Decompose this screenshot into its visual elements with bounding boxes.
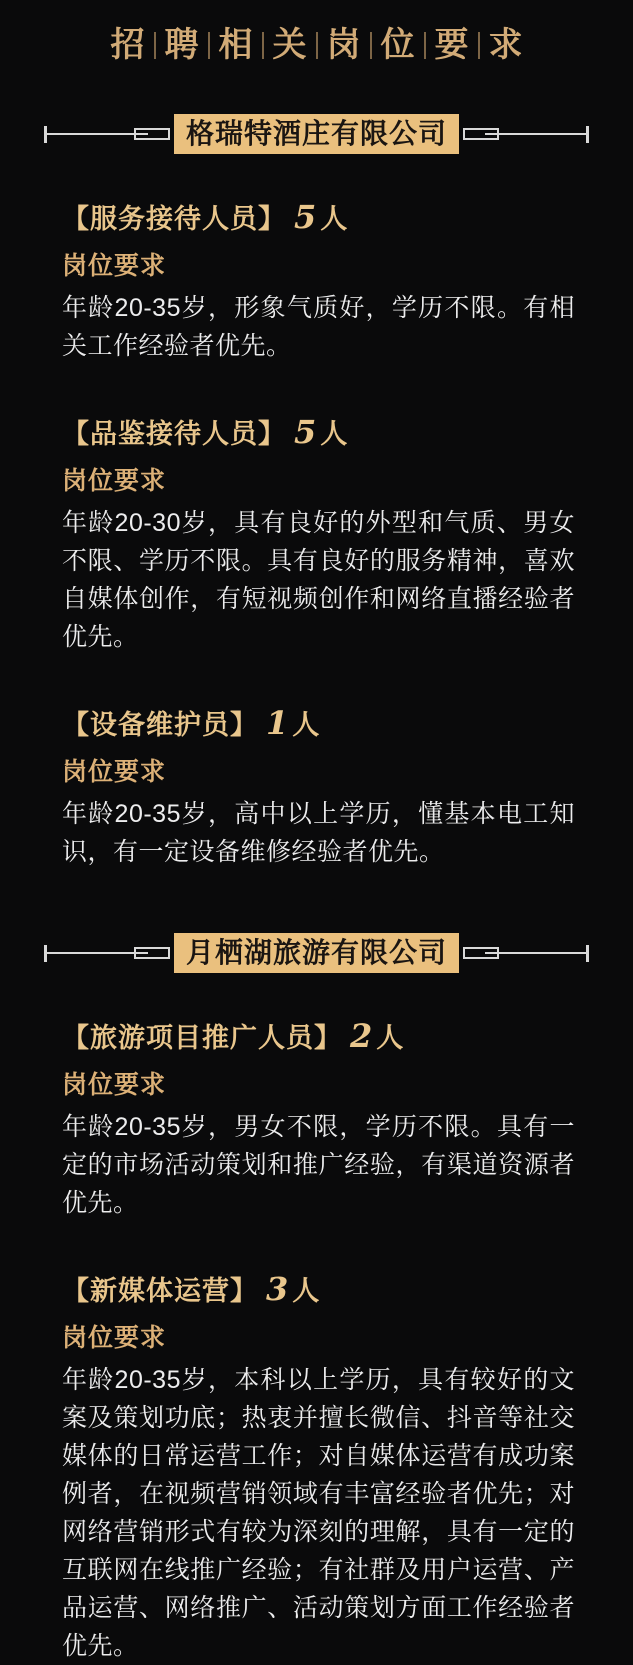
title-separator xyxy=(478,32,480,59)
job-listing xyxy=(62,704,575,871)
job-listing xyxy=(62,1017,575,1222)
line-endcap-icon xyxy=(586,945,589,962)
job-listing xyxy=(62,198,575,365)
company-jobs xyxy=(0,198,633,871)
decorative-line xyxy=(503,952,586,954)
job-headcount-unit: 人 xyxy=(320,204,349,234)
job-headcount: 5 xyxy=(294,413,318,451)
requirements-label: 岗位要求 xyxy=(62,1071,167,1099)
job-headcount-unit: 人 xyxy=(320,419,349,449)
job-title xyxy=(62,413,571,453)
job-headcount: 1 xyxy=(266,704,290,742)
page-title xyxy=(0,0,633,66)
title-separator xyxy=(262,32,264,59)
job-headcount: 5 xyxy=(294,198,318,236)
job-headcount-unit: 人 xyxy=(292,1276,321,1306)
title-separator xyxy=(424,32,426,59)
title-separator xyxy=(370,32,372,59)
company-banner-row xyxy=(44,933,589,973)
company-name: 格瑞特酒庄有限公司 xyxy=(186,118,448,149)
decorative-line xyxy=(503,133,586,135)
job-headcount: 3 xyxy=(266,1270,290,1308)
title-separator xyxy=(316,32,318,59)
requirements-text: 年龄20-30岁，具有良好的外型和气质、男女不限、学历不限。具有良好的服务精神，喜欢自媒体创作，有短视频创作和网络直播经验者优先。 xyxy=(62,509,575,651)
job-headcount: 2 xyxy=(350,1017,374,1055)
requirements-label: 岗位要求 xyxy=(62,1324,167,1352)
title-char: 关 xyxy=(272,26,307,64)
decorative-line xyxy=(47,952,130,954)
job-title xyxy=(62,1270,571,1310)
title-char: 聘 xyxy=(164,26,199,64)
title-char: 岗 xyxy=(326,26,361,64)
requirements-text: 年龄20-35岁，高中以上学历，懂基本电工知识，有一定设备维修经验者优先。 xyxy=(62,800,575,866)
company-name: 月栖湖旅游有限公司 xyxy=(186,937,448,968)
job-title-text: 【设备维护员】 xyxy=(62,710,258,740)
job-title-text: 【品鉴接待人员】 xyxy=(62,419,286,449)
decorative-line xyxy=(47,133,130,135)
requirements-label: 岗位要求 xyxy=(62,758,167,786)
job-title xyxy=(62,704,571,744)
line-connector-icon xyxy=(463,947,499,959)
requirements-label: 岗位要求 xyxy=(62,252,167,280)
company-section-tourism xyxy=(0,933,633,1665)
job-headcount-unit: 人 xyxy=(376,1023,405,1053)
title-char: 求 xyxy=(488,26,523,64)
requirements-text: 年龄20-35岁，男女不限，学历不限。具有一定的市场活动策划和推广经验，有渠道资源者优先。 xyxy=(62,1113,575,1217)
job-listing xyxy=(62,1270,575,1665)
job-headcount-unit: 人 xyxy=(292,710,321,740)
title-char: 招 xyxy=(110,26,145,64)
requirements-text: 年龄20-35岁，形象气质好，学历不限。有相关工作经验者优先。 xyxy=(62,294,575,360)
line-connector-icon xyxy=(134,128,170,140)
line-connector-icon xyxy=(463,128,499,140)
title-separator xyxy=(208,32,210,59)
company-banner-row xyxy=(44,114,589,154)
job-title xyxy=(62,1017,571,1057)
requirements-text: 年龄20-35岁，本科以上学历，具有较好的文案及策划功底；热衷并擅长微信、抖音等社交媒体的日常运营工作；对自媒体运营有成功案例者，在视频营销领域有丰富经验者优先；对网络营销形式有较为深刻的理解，具有一定的互联网在线推广经验；有社群及用户运营、产品运营、网络推广、活动策划方面工作经验者优先。 xyxy=(62,1366,575,1660)
company-jobs xyxy=(0,1017,633,1665)
company-name-banner xyxy=(174,933,459,973)
line-connector-icon xyxy=(134,947,170,959)
title-char: 要 xyxy=(434,26,469,64)
company-section-winery xyxy=(0,114,633,871)
requirements-label: 岗位要求 xyxy=(62,467,167,495)
job-title xyxy=(62,198,571,238)
job-title-text: 【旅游项目推广人员】 xyxy=(62,1023,342,1053)
job-title-text: 【新媒体运营】 xyxy=(62,1276,258,1306)
title-char: 相 xyxy=(218,26,253,64)
job-title-text: 【服务接待人员】 xyxy=(62,204,286,234)
line-endcap-icon xyxy=(586,126,589,143)
title-separator xyxy=(154,32,156,59)
company-name-banner xyxy=(174,114,459,154)
job-listing xyxy=(62,413,575,656)
title-char: 位 xyxy=(380,26,415,64)
